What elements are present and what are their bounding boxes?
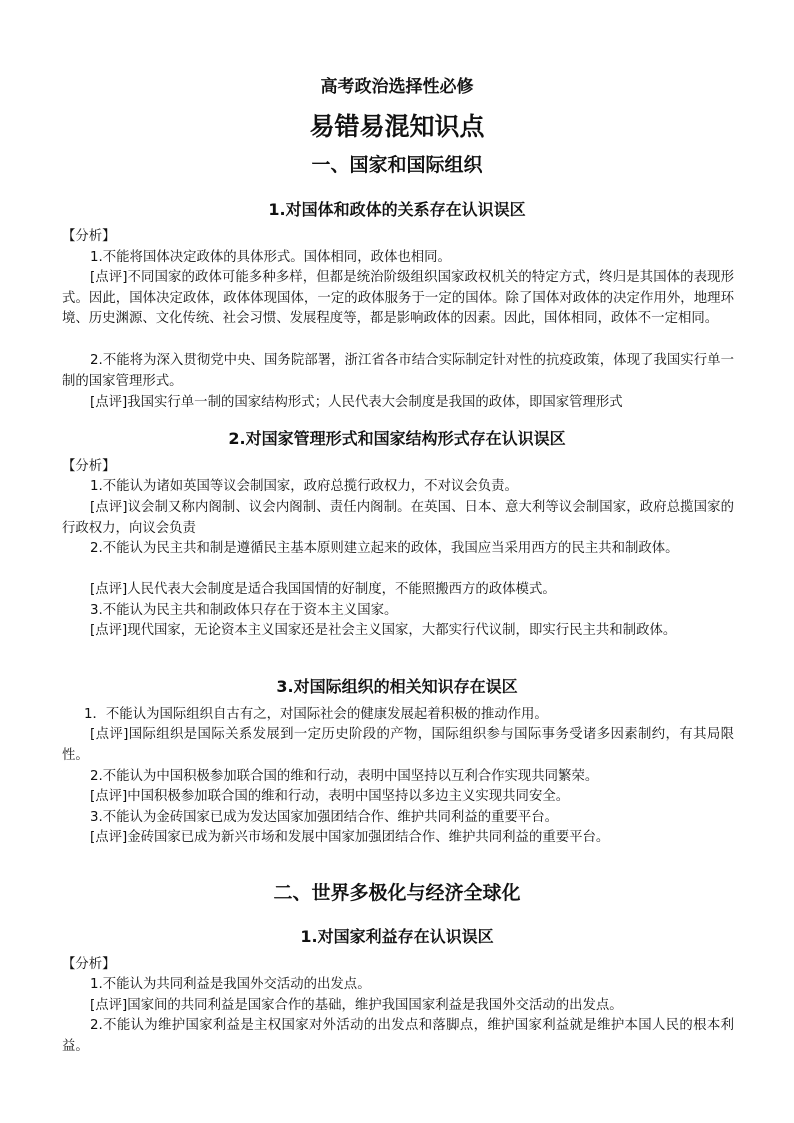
paragraph: 3.不能认为金砖国家已成为发达国家加强团结合作、维护共同利益的重要平台。 — [90, 810, 559, 825]
comment-paragraph: [点评]现代国家，无论资本主义国家还是社会主义国家，大都实行代议制，即实行民主共和制政体。 — [90, 623, 677, 638]
section-heading-1: 一、国家和国际组织 — [311, 154, 483, 176]
topic-heading-2-1: 1.对国家利益存在认识误区 — [300, 927, 494, 946]
comment-paragraph: [点评]国家间的共同利益是国家合作的基础，维护我国国家利益是我国外交活动的出发点。 — [90, 998, 623, 1013]
analysis-label: 【分析】 — [62, 229, 116, 244]
paragraph: 2.不能认为民主共和制是遵循民主基本原则建立起来的政体，我国应当采用西方的民主共和制政体。 — [90, 541, 679, 556]
comment-paragraph: [点评]议会制又称内阁制、议会内阁制、责任内阁制。在英国、日本、意大利等议会制国家，政府总揽国家的行政权力，向议会负责 — [62, 500, 734, 536]
document-subtitle: 高考政治选择性必修 — [320, 77, 474, 97]
paragraph: 2.不能认为维护国家利益是主权国家对外活动的出发点和落脚点，维护国家利益就是维护本国人民的根本利益。 — [62, 1018, 734, 1054]
analysis-label: 【分析】 — [62, 459, 116, 474]
paragraph: 1.不能认为诸如英国等议会制国家，政府总揽行政权力，不对议会负责。 — [90, 479, 518, 494]
comment-paragraph: [点评]不同国家的政体可能多种多样，但都是统治阶级组织国家政权机关的特定方式，终归是其国体的表现形式。因此，国体决定政体，政体体现国体，一定的政体服务于一定的国体。除了国体对政体的决定作用外，地理环境、历史渊源、文化传统、社会习惯、发展程度等，都是影响政体的因素。因此，国体相同，政体不一定相同。 — [62, 270, 734, 327]
paragraph: 1.不能将国体决定政体的具体形式。国体相同，政体也相同。 — [90, 250, 451, 265]
paragraph: 1．不能认为国际组织自古有之，对国际社会的健康发展起着积极的推动作用。 — [84, 707, 548, 722]
topic-heading-1-3: 3.对国际组织的相关知识存在误区 — [276, 677, 518, 696]
paragraph: 2.不能将为深入贯彻党中央、国务院部署，浙江省各市结合实际制定针对性的抗疫政策，体现了我国实行单一制的国家管理形式。 — [62, 353, 734, 389]
comment-paragraph: [点评]国际组织是国际关系发展到一定历史阶段的产物，国际组织参与国际事务受诸多因素制约，有其局限性。 — [62, 727, 734, 763]
paragraph: 2.不能认为中国积极参加联合国的维和行动，表明中国坚持以互利合作实现共同繁荣。 — [90, 769, 599, 784]
comment-paragraph: [点评]人民代表大会制度是适合我国国情的好制度，不能照搬西方的政体模式。 — [90, 582, 556, 597]
comment-paragraph: [点评]中国积极参加联合国的维和行动，表明中国坚持以多边主义实现共同安全。 — [90, 789, 570, 804]
topic-heading-1-2: 2.对国家管理形式和国家结构形式存在认识误区 — [228, 429, 566, 448]
comment-paragraph: [点评]金砖国家已成为新兴市场和发展中国家加强团结合作、维护共同利益的重要平台。 — [90, 830, 610, 845]
paragraph: 1.不能认为共同利益是我国外交活动的出发点。 — [90, 977, 371, 992]
document-title: 易错易混知识点 — [309, 112, 485, 141]
paragraph: 3.不能认为民主共和制政体只存在于资本主义国家。 — [90, 603, 398, 618]
comment-paragraph: [点评]我国实行单一制的国家结构形式；人民代表大会制度是我国的政体，即国家管理形式 — [90, 395, 623, 410]
analysis-label: 【分析】 — [62, 957, 116, 972]
section-heading-2: 二、世界多极化与经济全球化 — [273, 882, 521, 904]
topic-heading-1-1: 1.对国体和政体的关系存在认识误区 — [268, 200, 526, 219]
